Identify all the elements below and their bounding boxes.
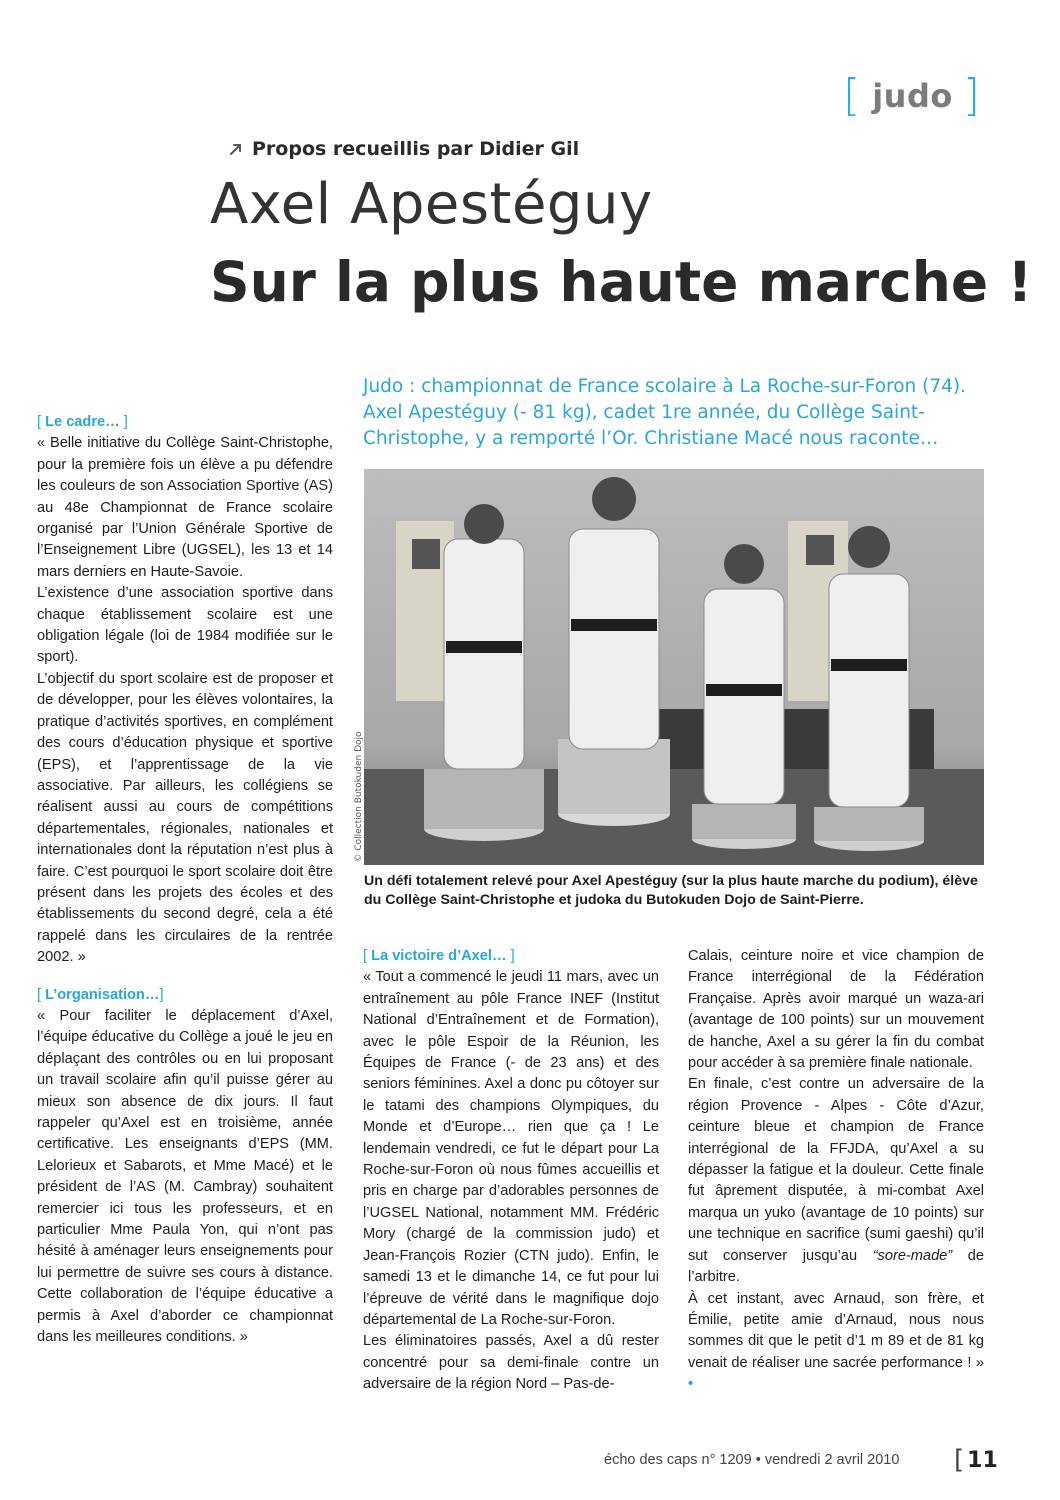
subheading-victoire: [ La victoire d’Axel… ] (363, 948, 515, 964)
subheading-cadre: [ Le cadre… ] (37, 414, 128, 430)
paragraph-text: À cet instant, avec Arnaud, son frère, et Émilie, petite amie d’Arnaud, nous nous sommes dit que le petit d’1 m 89 et de 81 kg venait de réaliser une sacrée performance ! » (688, 1290, 984, 1371)
paragraph (688, 1074, 984, 1288)
paragraph (688, 1289, 984, 1396)
paragraph: Calais, ceinture noire et vice champion de France interrégional de la Fédération Française. Après avoir marqué un waza-ari (avantage de 100 points) sur un mouvement de hanche, Axel a su gérer la fin du combat pour accéder à sa première finale nationale. (688, 948, 984, 1072)
section-tag (843, 68, 980, 124)
paragraph: « Belle initiative du Collège Saint-Christophe, pour la première fois un élève a pu défendre les couleurs de son Association Sportive (AS) au 48e Championnat de France scolaire organisé par l’Union Générale Sportive de l’Enseignement Libre (UGSEL), les 13 et 14 mars derniers en Haute-Savoie. (37, 435, 333, 580)
arrow-up-right-icon (228, 141, 244, 157)
tag-open-bracket: [ (843, 70, 861, 121)
subheading-organisation: [ L’organisation…] (37, 986, 164, 1003)
podium-photo-illustration (364, 469, 984, 865)
podium-photo (364, 469, 984, 865)
subheading-cadre-text: Le cadre… (45, 414, 124, 430)
paragraph-text: En finale, c’est contre un adversaire de la région Provence - Alpes - Côte d’Azur, ceinture bleue et champion de France interrégional de la FFJDA, qu’Axel a su dépasser la fatigue et la douleur. Cette finale fut âprement disputée, à mi-combat Axel marqua un yuko (avantage de 10 points) sur une technique en sacrifice (sumi gaeshi) qu’il sut conserver jusqu’au (688, 1076, 984, 1264)
title-name-text: Axel Apestéguy (210, 172, 653, 237)
photo-caption: Un défi totalement relevé pour Axel Apestéguy (sur la plus haute marche du podium), élève du Collège Saint-Christophe et judoka du Butokuden Dojo de Saint-Pierre. (364, 873, 978, 908)
subheading-victoire-text: La victoire d’Axel… (371, 948, 511, 964)
byline-text: Propos recueillis par Didier Gil (252, 138, 580, 160)
page-number-text: 11 (967, 1447, 998, 1473)
column-middle (363, 946, 659, 1396)
subheading-organisation-text: L’organisation… (45, 986, 160, 1003)
page-bracket: [ (954, 1445, 965, 1475)
paragraph: L’existence d’une association sportive dans chaque établissement scolaire est une obligation légale (loi de 1984 modifiée sur le sport). (37, 585, 333, 666)
photo-credit-text: © Collection Butokuden Dojo (354, 731, 364, 863)
footer-publication: écho des caps n° 1209 • vendredi 2 avril 2010 (604, 1452, 900, 1468)
article-headline: Sur la plus haute marche ! (210, 250, 1033, 314)
paragraph: L’objectif du sport scolaire est de proposer et de développer, pour les élèves volontaires, la pratique d’activités sportives, en complément des cours d’éducation physique et sportive (EPS), et l’apprentissage de la vie associative. Par ailleurs, les collégiens se réalisent aussi au cours de compétitions départementales, régionales, nationales et internationales dont la réputation n’est plus à faire. C’est pourquoi le sport scolaire doit être présent dans les projets des écoles et des établissements du second degré, cela a été rappelé dans les circulaires de la rentrée 2002. » (37, 670, 333, 966)
paragraph: Les éliminatoires passés, Axel a dû rester concentré pour sa demi-finale contre un adversaire de la région Nord – Pas-de- (363, 1333, 659, 1393)
section-label: judo (872, 77, 953, 115)
end-mark: • (688, 1376, 694, 1393)
article-lead: Judo : championnat de France scolaire à La Roche-sur-Foron (74). Axel Apestéguy (- 81 kg), cadet 1re année, du Collège Saint-Christophe, y a remporté l’Or. Christiane Macé nous raconte… (363, 376, 967, 449)
byline (228, 138, 579, 160)
photo-credit (349, 730, 364, 870)
tag-close-bracket: ] (962, 70, 980, 121)
page-number (954, 1445, 998, 1475)
paragraph-tail: de l’arbitre. (688, 1247, 984, 1286)
quoted-term: “sore-made” (872, 1247, 953, 1264)
column-left (37, 412, 333, 1348)
article-title-name (210, 172, 653, 237)
column-right (688, 946, 984, 1396)
paragraph: « Pour faciliter le déplacement d’Axel, l’équipe éducative du Collège a joué le jeu en déplaçant des contrôles ou en lui proposant un travail scolaire afin qu’il puisse gérer au mieux son absence de dix jours. Il faut rappeler qu’Axel est en troisième, année certificative. Les enseignants d’EPS (MM. Lelorieux et Sabarots, et Mme Macé) et le président de l’AS (M. Cambray) souhaitent remercier ici tous les professeurs, et en particulier Mme Paula Yon, qui n’ont pas hésité à aménager leurs enseignements pour lui permettre de suivre ses cours à distance. Cette collaboration de l’équipe éducative a permis à Axel d’aborder ce championnat dans les meilleures conditions. » (37, 1007, 333, 1346)
paragraph: « Tout a commencé le jeudi 11 mars, avec un entraînement au pôle France INEF (Institut National d’Entraînement et de Formation), avec le pôle Espoir de la Réunion, les Équipes de France (- de 23 ans) et des seniors féminines. Axel a donc pu côtoyer sur le tatami des champions Olympiques, du Monde et d’Europe… rien que ça ! Le lendemain vendredi, ce fut le départ pour La Roche-sur-Foron où nous fûmes accueillis et pris en charge par d’adorables personnes de l’UGSEL National, notamment MM. Frédéric Mory (chargé de la commission judo) et Jean-François Rozier (CTN judo). Enfin, le samedi 13 et le dimanche 14, ce fut pour lui l’épreuve de vérité dans le magnifique dojo départemental de La Roche-sur-Foron. (363, 969, 659, 1328)
